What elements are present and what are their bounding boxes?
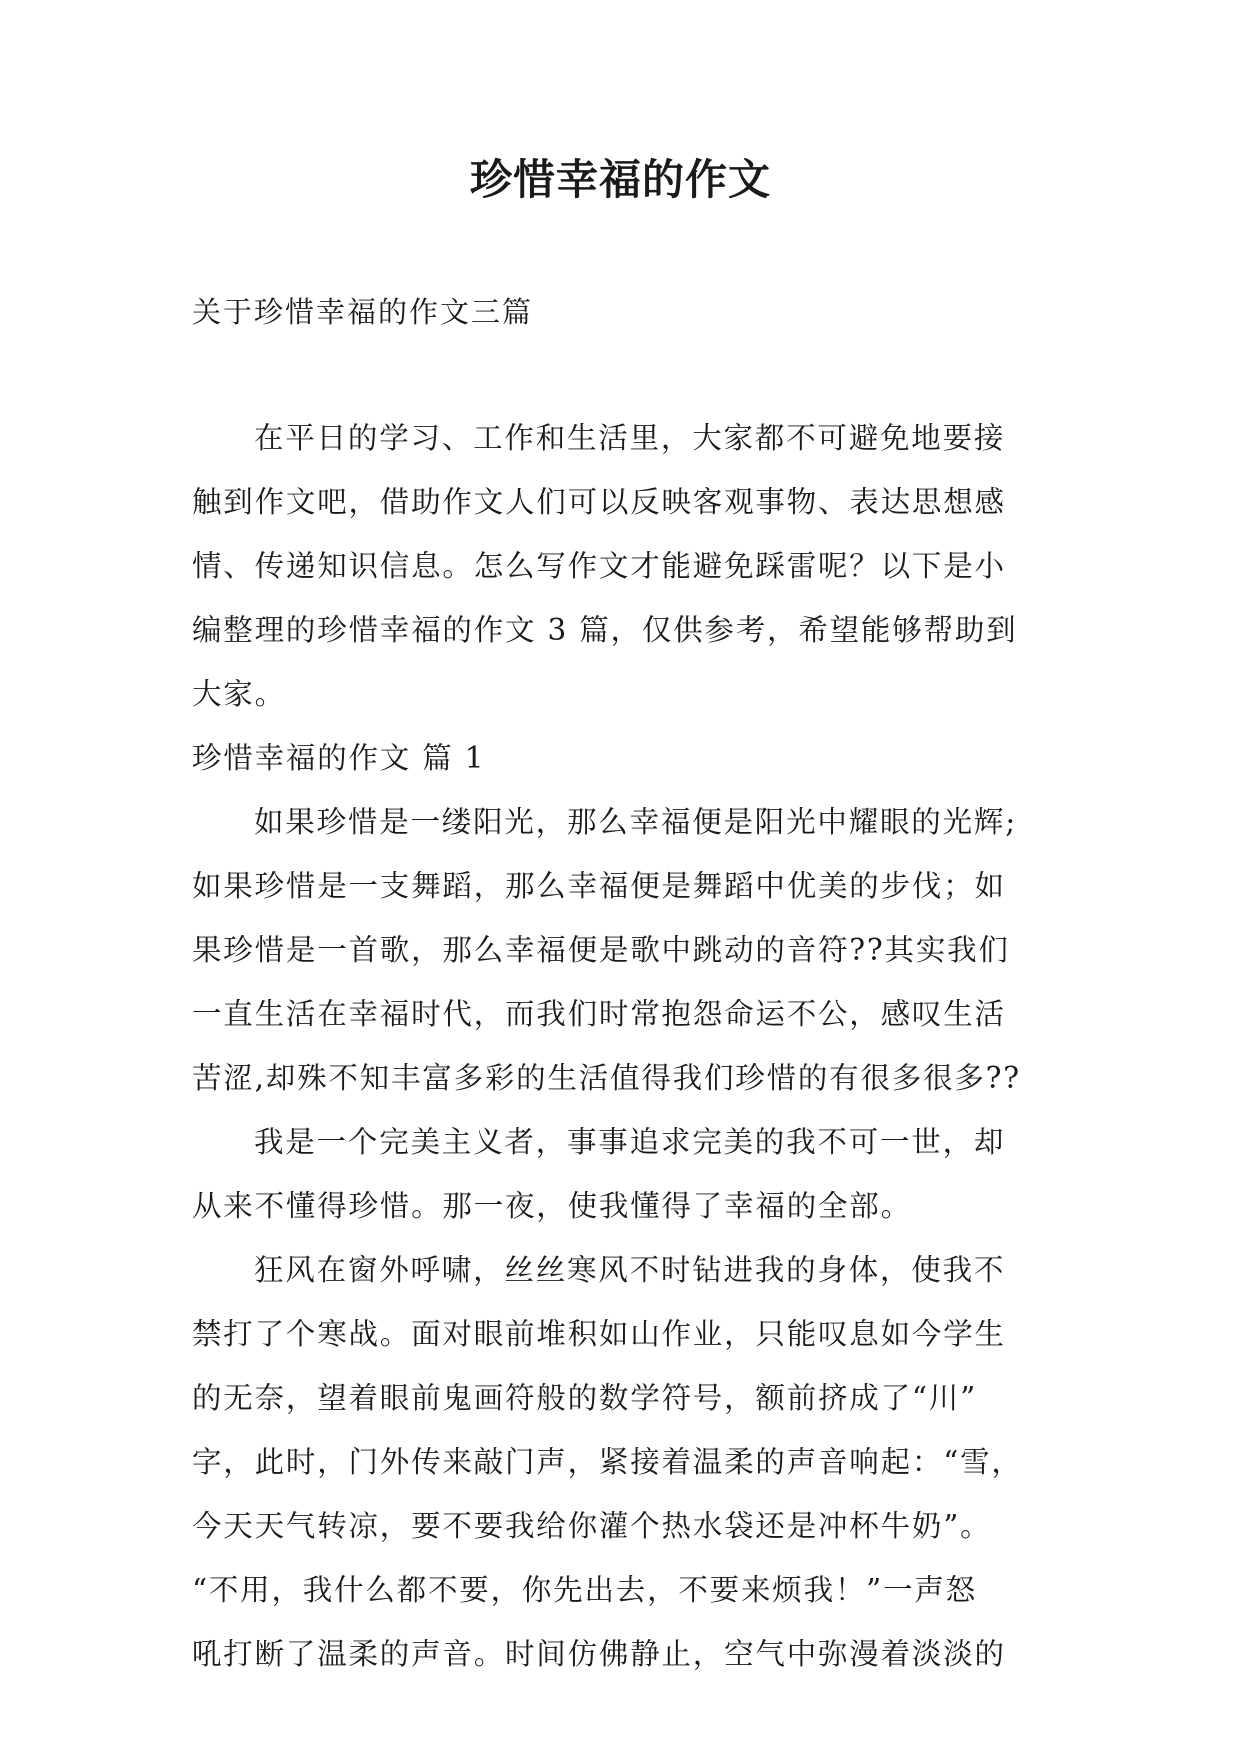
body-line: 狂风在窗外呼啸，丝丝寒风不时钻进我的身体，使我不: [254, 1253, 1006, 1287]
body-line: 如果珍惜是一支舞蹈，那么幸福便是舞蹈中优美的步伐；如: [192, 869, 1006, 903]
document-subtitle: 关于珍惜幸福的作文三篇: [192, 295, 534, 329]
document-body: [192, 406, 1062, 1686]
body-line: 从来不懂得珍惜。那一夜，使我懂得了幸福的全部。: [192, 1189, 912, 1223]
document-title: 珍惜幸福的作文: [469, 155, 771, 204]
body-line: 字，此时，门外传来敲门声，紧接着温柔的声音响起：“雪，: [192, 1445, 1023, 1479]
body-line: 果珍惜是一首歌，那么幸福便是歌中跳动的音符??其实我们: [192, 933, 1010, 967]
body-line: 编整理的珍惜幸福的作文 3 篇，仅供参考，希望能够帮助到: [192, 613, 1018, 647]
body-line: “不用，我什么都不要，你先出去，不要来烦我！”一声怒: [192, 1573, 977, 1607]
body-line: 情、传递知识信息。怎么写作文才能避免踩雷呢？以下是小: [192, 549, 1006, 583]
body-line: 苦涩,却殊不知丰富多彩的生活值得我们珍惜的有很多很多??: [192, 1061, 1021, 1095]
body-line: 如果珍惜是一缕阳光，那么幸福便是阳光中耀眼的光辉;: [254, 805, 1017, 839]
body-line: 我是一个完美主义者，事事追求完美的我不可一世，却: [254, 1125, 1006, 1159]
body-line: 今天天气转凉，要不要我给你灌个热水袋还是冲杯牛奶”。: [192, 1509, 992, 1543]
section-heading: 珍惜幸福的作文 篇 1: [192, 741, 486, 775]
body-line: 触到作文吧，借助作文人们可以反映客观事物、表达思想感: [192, 485, 1006, 519]
body-line: 的无奈，望着眼前鬼画符般的数学符号，额前挤成了“川”: [192, 1381, 977, 1415]
body-line: 在平日的学习、工作和生活里，大家都不可避免地要接: [254, 421, 1006, 455]
body-line: 大家。: [192, 677, 286, 711]
body-line: 吼打断了温柔的声音。时间仿佛静止，空气中弥漫着淡淡的: [192, 1637, 1006, 1671]
body-line: 禁打了个寒战。面对眼前堆积如山作业，只能叹息如今学生: [192, 1317, 1006, 1351]
body-line: 一直生活在幸福时代，而我们时常抱怨命运不公，感叹生活: [192, 997, 1006, 1031]
